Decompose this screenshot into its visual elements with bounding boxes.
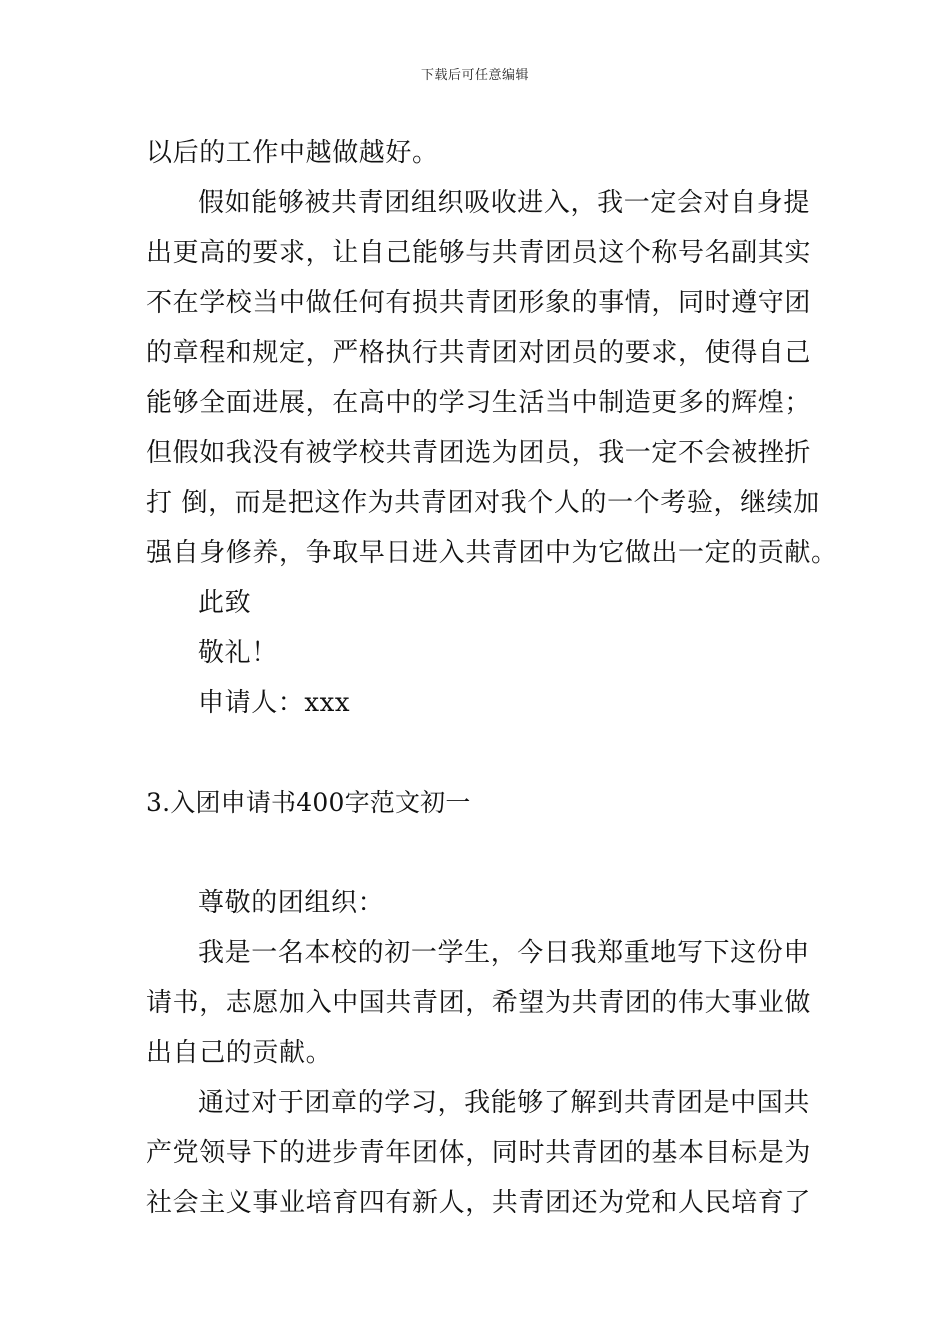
section-heading: 3.入团申请书400字范文初一 [146,788,471,817]
text-line: 以后的工作中越做越好。 [146,138,439,168]
paragraph-line: 出更高的要求，让自己能够与共青团员这个称号名副其实 [146,238,812,268]
paragraph-line: 不在学校当中做任何有损共青团形象的事情，同时遵守团 [146,288,812,318]
applicant-signature: 申请人：xxx [198,688,351,718]
paragraph-line: 出自己的贡献。 [146,1038,333,1068]
spacer [146,828,810,878]
paragraph-line: 的章程和规定，严格执行共青团对团员的要求，使得自己 [146,338,812,368]
paragraph-line: 社会主义事业培育四有新人，共青团还为党和人民培育了 [146,1188,812,1218]
paragraph-line: 能够全面进展，在高中的学习生活当中制造更多的辉煌； [146,388,812,418]
paragraph-line: 产党领导下的进步青年团体，同时共青团的基本目标是为 [146,1138,812,1168]
paragraph-line: 打 倒，而是把这作为共青团对我个人的一个考验，继续加 [146,488,820,518]
spacer [146,728,810,778]
page-header: 下载后可任意编辑 [420,68,529,83]
paragraph-line: 请书，志愿加入中国共青团，希望为共青团的伟大事业做 [146,988,812,1018]
document-body [146,128,838,1228]
paragraph-line: 假如能够被共青团组织吸收进入，我一定会对自身提 [198,188,810,218]
paragraph-line: 我是一名本校的初一学生，今日我郑重地写下这份申 [198,938,810,968]
closing-regards: 敬礼！ [198,638,278,668]
paragraph-line: 但假如我没有被学校共青团选为团员，我一定不会被挫折 [146,438,812,468]
paragraph-line: 通过对于团章的学习，我能够了解到共青团是中国共 [198,1088,810,1118]
closing-salutation: 此致 [198,588,252,618]
greeting-line: 尊敬的团组织： [198,888,385,918]
paragraph-line: 强自身修养，争取早日进入共青团中为它做出一定的贡献。 [146,538,838,568]
